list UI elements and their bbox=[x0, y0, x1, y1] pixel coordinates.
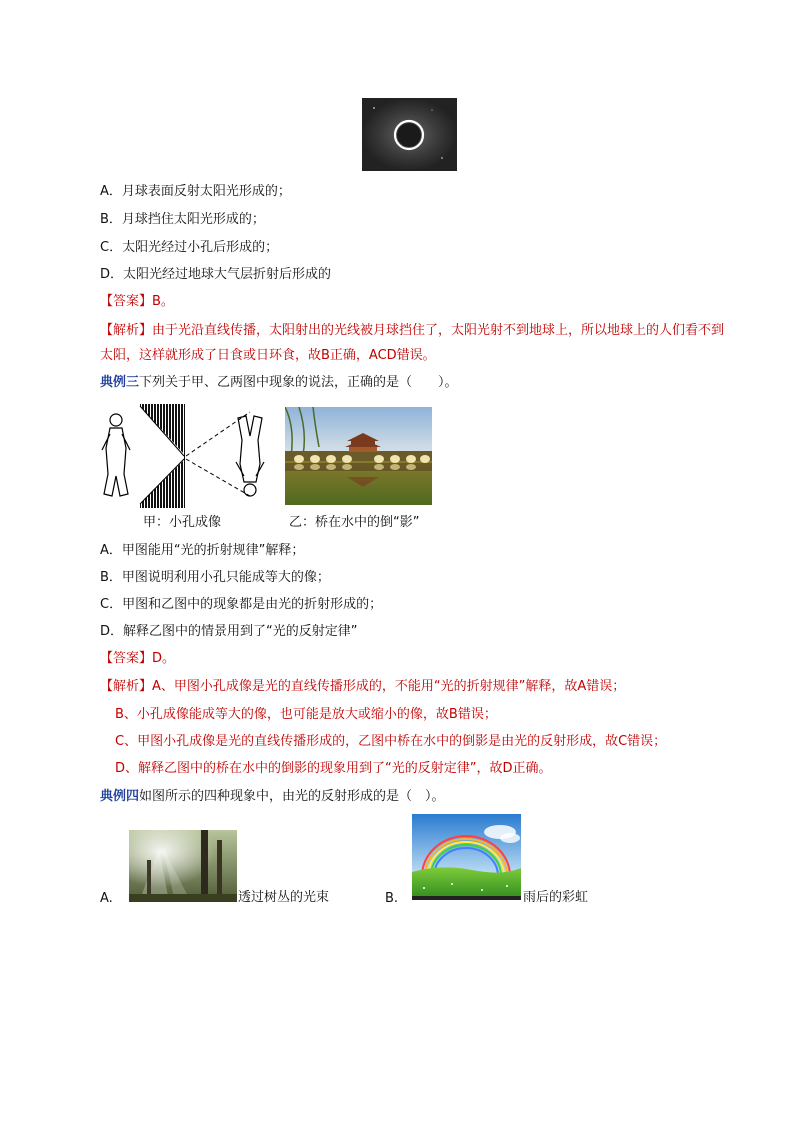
q3-option-d: D．解释乙图中的情景用到了“光的反射定律” bbox=[100, 624, 358, 639]
caption-bridge: 乙：桥在水中的倒“影” bbox=[289, 515, 420, 530]
q3-stem bbox=[100, 373, 458, 393]
rainbow-photo bbox=[412, 814, 521, 900]
answer-value: B。 bbox=[152, 294, 174, 309]
q2-option-a: A．月球表面反射太阳光形成的； bbox=[100, 184, 291, 199]
q4-option-a-letter: A. bbox=[100, 891, 113, 906]
q2-option-b: B．月球挡住太阳光形成的； bbox=[100, 212, 265, 227]
analysis-tag: 【解析】 bbox=[100, 679, 153, 694]
q4-option-b-letter: B. bbox=[385, 891, 399, 906]
q3-stem-text: 下列关于甲、乙两图中现象的说法，正确的是（ ）。 bbox=[139, 375, 458, 390]
q3-analysis-line-4: D、解释乙图中的桥在水中的倒影的现象用到了“光的反射定律”，故D正确。 bbox=[115, 761, 552, 776]
eclipse-photo bbox=[362, 98, 457, 171]
answer-value: D。 bbox=[152, 651, 176, 666]
q2-option-d: D．太阳光经过地球大气层折射后形成的 bbox=[100, 267, 332, 282]
q3-answer bbox=[100, 649, 175, 669]
answer-tag: 【答案】 bbox=[100, 651, 153, 666]
q3-option-a: A．甲图能用“光的折射规律”解释； bbox=[100, 543, 305, 558]
q2-answer bbox=[100, 292, 174, 312]
analysis-text: A、甲图小孔成像是光的直线传播形成的，不能用“光的折射规律”解释，故A错误； bbox=[152, 679, 626, 694]
q3-option-c: C．甲图和乙图中的现象都是由光的折射形成的； bbox=[100, 597, 383, 612]
q3-analysis-line-3: C、甲图小孔成像是光的直线传播形成的，乙图中桥在水中的倒影是由光的反射形成，故C错误； bbox=[115, 734, 667, 749]
q4-option-a-caption: 透过树丛的光束 bbox=[238, 890, 330, 905]
q3-analysis-line-1 bbox=[100, 677, 625, 697]
forest-light-photo bbox=[129, 830, 237, 902]
bridge-reflection-photo bbox=[285, 407, 432, 505]
q2-option-c: C．太阳光经过小孔后形成的； bbox=[100, 240, 279, 255]
analysis-tag: 【解析】 bbox=[100, 323, 153, 338]
q3-label: 典例三 bbox=[100, 375, 140, 390]
answer-tag: 【答案】 bbox=[100, 294, 153, 309]
q4-stem bbox=[100, 787, 445, 807]
pinhole-diagram bbox=[100, 404, 270, 508]
q4-option-b-caption: 雨后的彩虹 bbox=[523, 890, 589, 905]
caption-pinhole: 甲：小孔成像 bbox=[143, 515, 222, 530]
q4-stem-text: 如图所示的四种现象中，由光的反射形成的是（ ）。 bbox=[139, 789, 445, 804]
q3-analysis-line-2: B、小孔成像能成等大的像，也可能是放大或缩小的像，故B错误； bbox=[115, 707, 497, 722]
analysis-text: 由于光沿直线传播，太阳射出的光线被月球挡住了，太阳光射不到地球上，所以地球上的人们看不到太阳，这样就形成了日食或日环食，故B正确，ACD错误。 bbox=[100, 323, 725, 363]
q4-label: 典例四 bbox=[100, 789, 140, 804]
q3-option-b: B．甲图说明利用小孔只能成等大的像； bbox=[100, 570, 330, 585]
q2-analysis bbox=[100, 318, 730, 368]
